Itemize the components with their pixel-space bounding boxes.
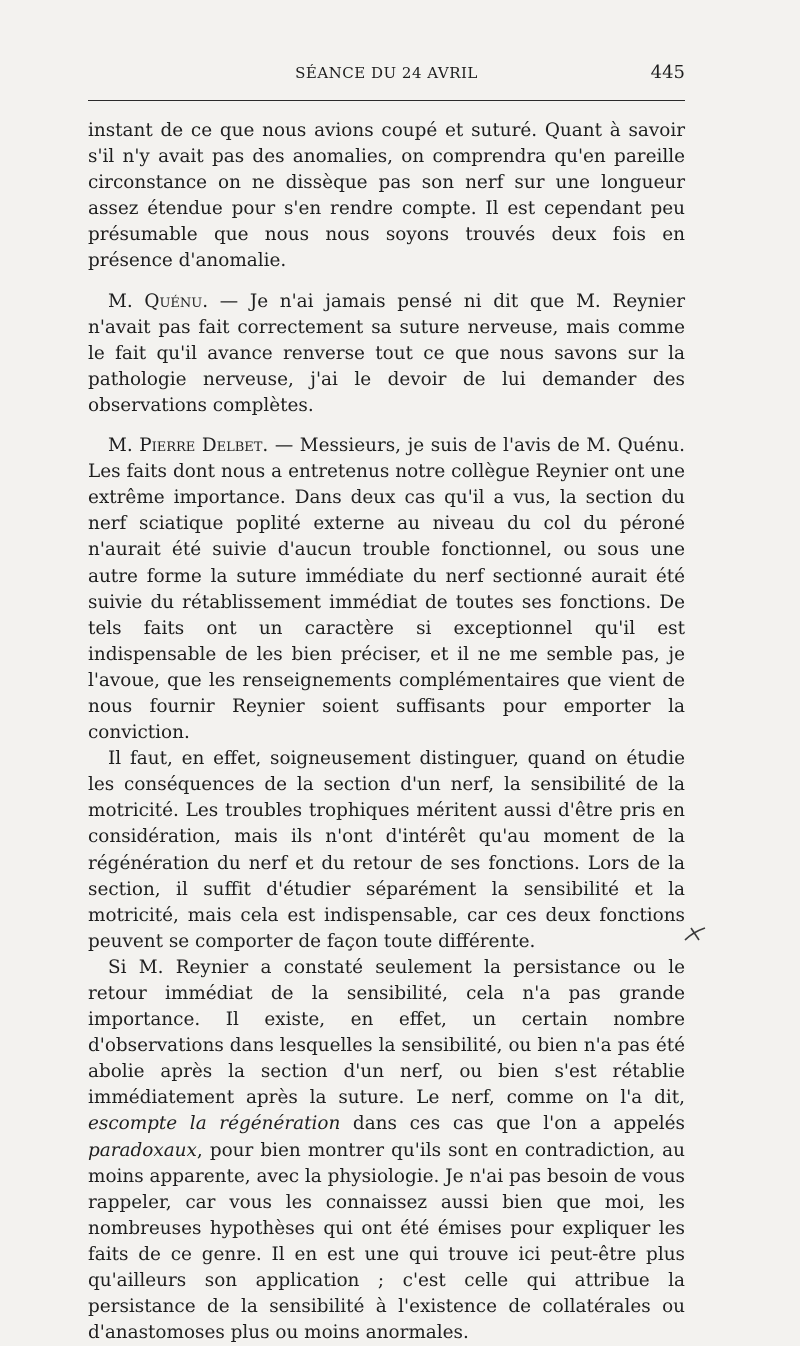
paragraph-reynier [88, 955, 685, 1346]
paragraph-text: , pour bien montrer qu'ils sont en contradiction, au moins apparente, avec la physiologie. Je n'ai pas besoin de vous rappeler, car vous les connaissez aussi bien que moi, les nombreuses hypothèses qui ont été émises pour expliquer les faits de ce genre. Il en est une qui trouve ici peut-être plus qu'ailleurs son application ; c'est celle qui attribue la persistance de la sensibilité à l'existence de collatérales ou d'anastomoses plus ou moins anormales. [88, 1139, 685, 1344]
speaker-quenu: M. Quénu. [108, 290, 209, 312]
paragraph-text: Il faut, en effet, soigneusement distinguer, quand on étudie les conséquences de la section d'un nerf, la sensibilité de la motricité. Les troubles trophiques méritent aussi d'être pris en considération, mais ils n'ont d'intérêt qu'au moment de la régénération du nerf et du retour de ses fonctions. Lors de la section, il suffit d'étudier séparément la sensibilité et la motricité, mais cela est indispensable, car ces deux fonctions peuvent se comporter de façon toute différente. [88, 748, 685, 952]
body-text [88, 118, 685, 1346]
paragraph-text: Si M. Reynier a constaté seulement la persistance ou le retour immédiat de la sensibilité, cela n'a pas grande importance. Il existe, en effet, un certain nombre d'observations dans lesquelles la sensibilité, ou bien n'a pas été abolie après la section d'un nerf, ou bien s'est rétablie immédiatement après la suture. Le nerf, comme on l'a dit, [88, 956, 685, 1109]
paragraph-text: — Je n'ai jamais pensé ni dit que M. Reynier n'avait pas fait correctement sa suture nerveuse, mais comme le fait qu'il avance renverse tout ce que nous savons sur la pathologie nerveuse, j'ai le devoir de lui demander des observations complètes. [88, 290, 685, 416]
paragraph-sensibilite [88, 746, 685, 955]
paragraph-text: dans ces cas que l'on a appelés [340, 1113, 685, 1135]
paragraph-delbet [88, 433, 685, 746]
page-header [88, 62, 685, 90]
header-rule [88, 100, 685, 101]
paragraph-text: instant de ce que nous avions coupé et suturé. Quant à savoir s'il n'y avait pas des anomalies, on comprendra qu'en pareille circonstance on ne dissèque pas son nerf sur une longueur assez étendue pour s'en rendre compte. Il est cependant peu présumable que nous nous soyons trouvés deux fois en présence d'anomalie. [88, 120, 685, 272]
paragraph-continuation [88, 118, 685, 275]
handwritten-margin-mark [683, 922, 707, 944]
page-number: 445 [650, 62, 685, 83]
paragraph-text: — Messieurs, je suis de l'avis de M. Quénu. Les faits dont nous a entretenus notre collègue Reynier ont une extrême importance. Dans deux cas qu'il a vus, la section du nerf sciatique poplité externe au niveau du col du péroné n'aurait été suivie d'aucun trouble fonctionnel, ou sous une autre forme la suture immédiate du nerf sectionné aurait été suivie du rétablissement immédiat de toutes ses fonctions. De tels faits ont un caractère si exceptionnel qu'il est indispensable de les bien préciser, et il ne me semble pas, je l'avoue, que les renseignements complémentaires que vient de nous fournir Reynier soient suffisants pour emporter la conviction. [88, 435, 685, 744]
italic-term: paradoxaux [88, 1139, 197, 1161]
italic-phrase: escompte la régénération [88, 1113, 341, 1135]
paragraph-quenu [88, 289, 685, 419]
speaker-delbet: M. Pierre Delbet. [108, 435, 269, 457]
running-head: SÉANCE DU 24 AVRIL [295, 64, 478, 82]
